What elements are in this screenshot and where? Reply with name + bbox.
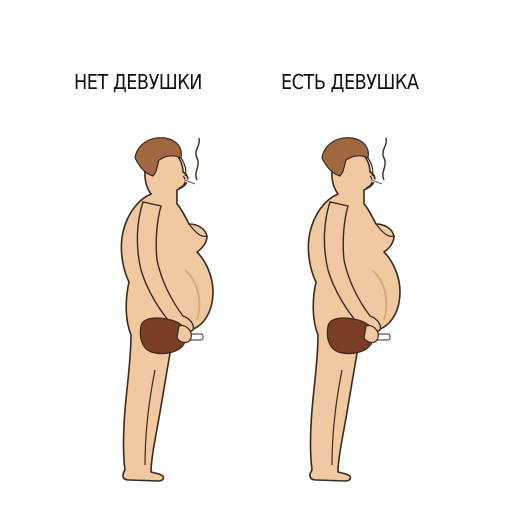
man-figure-right xyxy=(272,120,442,495)
man-figure-left xyxy=(85,120,255,495)
caption-no-girlfriend: НЕТ ДЕВУШКИ xyxy=(74,70,203,94)
caption-has-girlfriend: ЕСТЬ ДЕВУШКА xyxy=(281,70,419,94)
smoke-right xyxy=(383,138,386,180)
smoke-left xyxy=(196,138,199,180)
